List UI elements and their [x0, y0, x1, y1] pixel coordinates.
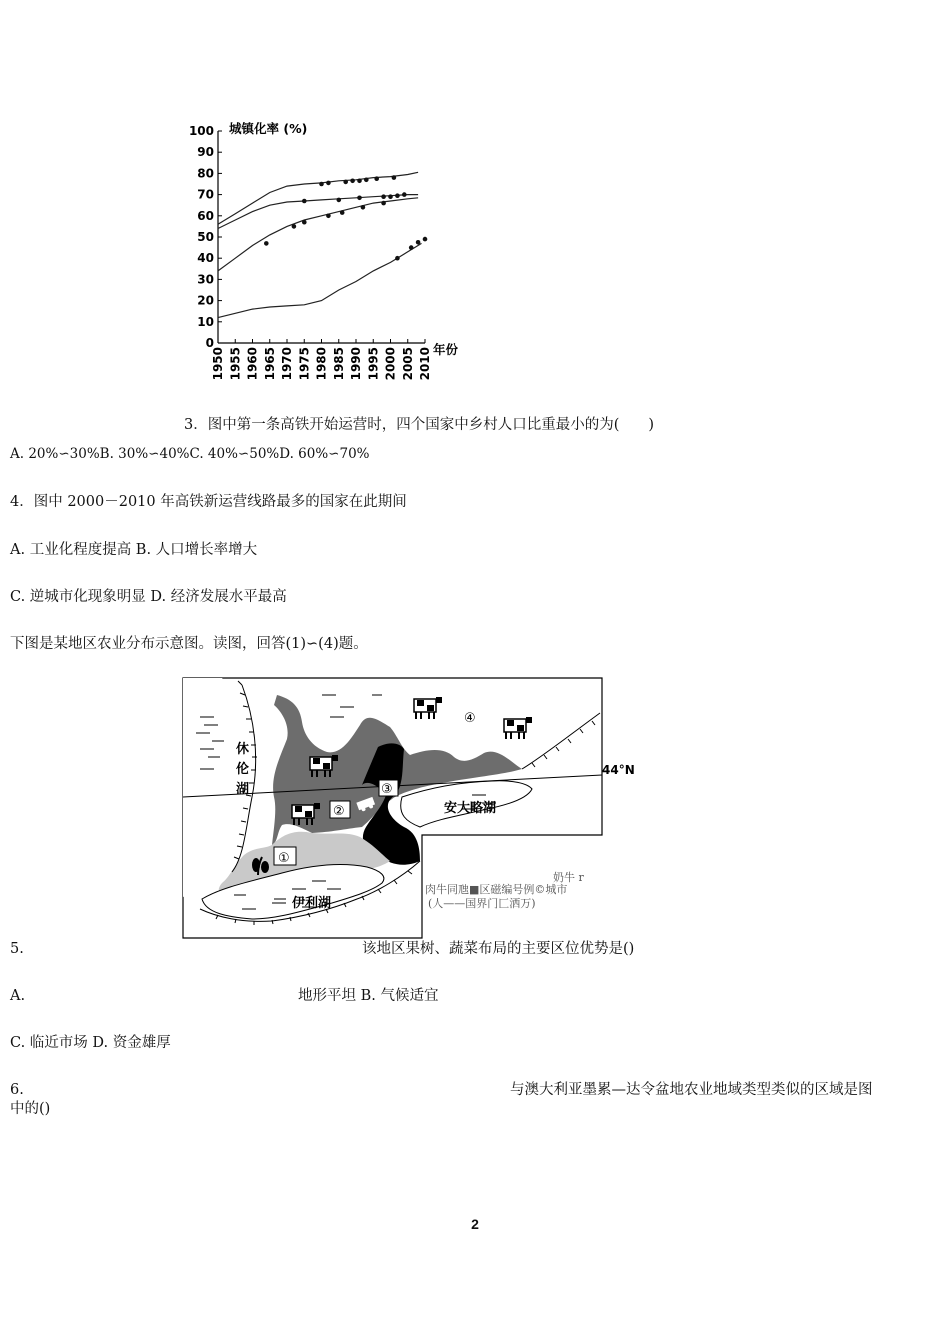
- x-tick-label: 1990: [349, 347, 363, 381]
- question-5-number: 5.: [10, 941, 24, 957]
- question-6: 与澳大利亚墨累—达令盆地农业地域类型类似的区域是图: [510, 1082, 873, 1098]
- agriculture-map: [182, 677, 635, 939]
- data-point: [361, 205, 366, 210]
- x-tick-label: 1985: [331, 347, 346, 381]
- question-5-option-a-prefix: A.: [10, 988, 26, 1004]
- y-tick-label: 40: [197, 251, 214, 266]
- question-4: 4．图中 2000－2010 年高铁新运营线路最多的国家在此期间: [10, 494, 407, 510]
- map-intro: 下图是某地区农业分布示意图。读图，回答(1)∽(4)题。: [10, 636, 368, 652]
- data-point: [357, 196, 362, 201]
- x-tick-label: 1970: [280, 347, 294, 381]
- latitude-label: 44°N: [602, 763, 635, 777]
- x-tick-label: 2010: [418, 347, 432, 381]
- data-point: [395, 193, 400, 198]
- question-3: 3．图中第一条高铁开始运营时，四个国家中乡村人口比重最小的为( ): [184, 417, 655, 433]
- series-line-2: [218, 195, 418, 229]
- data-point: [302, 199, 307, 204]
- data-point: [319, 182, 324, 187]
- y-tick-label: 90: [197, 145, 214, 160]
- y-tick-label: 70: [197, 187, 214, 202]
- data-point: [409, 245, 414, 250]
- x-tick-label: 1960: [245, 347, 260, 381]
- map-legend-3: (人——国界门匚洒万): [428, 897, 536, 910]
- map-legend-1: 奶牛 r: [553, 871, 584, 884]
- question-6-number: 6.: [10, 1082, 24, 1098]
- data-point: [388, 194, 393, 199]
- x-tick-label: 1950: [211, 347, 225, 381]
- question-4-options-ab: A. 工业化程度提高 B. 人口增长率增大: [10, 542, 258, 558]
- data-point: [292, 224, 297, 229]
- series-line-3: [218, 198, 418, 271]
- data-point: [381, 194, 386, 199]
- region-2-label: ②: [333, 804, 345, 819]
- data-point: [423, 237, 428, 242]
- data-point: [402, 192, 407, 197]
- y-axis-label: 城镇化率 (%): [229, 121, 308, 136]
- y-tick-label: 50: [197, 230, 214, 244]
- question-5: 该地区果树、蔬菜布局的主要区位优势是(): [362, 941, 635, 957]
- question-5-options-cd: C. 临近市场 D. 资金雄厚: [10, 1035, 171, 1051]
- y-tick-label: 100: [188, 124, 214, 138]
- data-point: [302, 220, 307, 225]
- x-tick-label: 1980: [314, 347, 329, 381]
- y-tick-label: 10: [197, 314, 214, 329]
- y-tick-label: 20: [197, 293, 214, 308]
- lake-huron-label-3: 湖: [236, 782, 250, 797]
- question-5-options-ab: 地形平坦 B. 气候适宜: [298, 988, 439, 1004]
- data-point: [416, 240, 421, 245]
- urbanization-chart: [180, 118, 470, 390]
- data-point: [357, 179, 362, 184]
- x-tick-label: 1955: [228, 347, 243, 381]
- map-legend-2: 肉牛同虺■区磁编号例©城市: [425, 883, 568, 896]
- x-axis-label: 年份: [433, 342, 459, 357]
- data-point: [395, 256, 400, 261]
- question-3-options: A. 20%∽30%B. 30%∽40%C. 40%∽50%D. 60%∽70%: [10, 446, 370, 462]
- lake-huron-label-2: 伦: [236, 762, 250, 777]
- y-tick-label: 30: [197, 272, 214, 287]
- y-tick-label: 80: [197, 166, 214, 181]
- x-tick-label: 1995: [366, 347, 381, 381]
- data-point: [326, 214, 331, 219]
- x-tick-label: 1965: [262, 347, 277, 381]
- question-6-continued: 中的(): [10, 1101, 51, 1117]
- lake-ontario-label: 安大略湖: [444, 801, 497, 816]
- data-point: [350, 179, 355, 184]
- region-3-label: ③: [381, 782, 393, 797]
- y-tick-label: 60: [197, 208, 214, 223]
- x-tick-label: 2005: [400, 347, 415, 381]
- page-number: 2: [471, 1216, 479, 1232]
- data-point: [392, 175, 397, 180]
- region-1-label: ①: [278, 851, 290, 866]
- data-point: [381, 201, 386, 206]
- question-4-options-cd: C. 逆城市化现象明显 D. 经济发展水平最高: [10, 589, 287, 605]
- x-tick-label: 2000: [383, 347, 398, 381]
- y-tick-label: 0: [205, 336, 214, 350]
- data-point: [340, 210, 345, 215]
- chart-axes: [189, 124, 432, 380]
- data-point: [326, 181, 331, 186]
- series-line-4: [218, 243, 422, 317]
- data-point: [264, 241, 269, 246]
- chart-series: [218, 172, 427, 317]
- data-point: [374, 176, 379, 181]
- data-point: [337, 198, 342, 203]
- data-point: [364, 178, 369, 183]
- region-4-label: ④: [464, 711, 476, 726]
- data-point: [343, 180, 348, 185]
- x-tick-label: 1975: [297, 347, 312, 381]
- lake-erie-label: 伊利湖: [292, 896, 332, 911]
- lake-huron-label-1: 休: [236, 742, 250, 757]
